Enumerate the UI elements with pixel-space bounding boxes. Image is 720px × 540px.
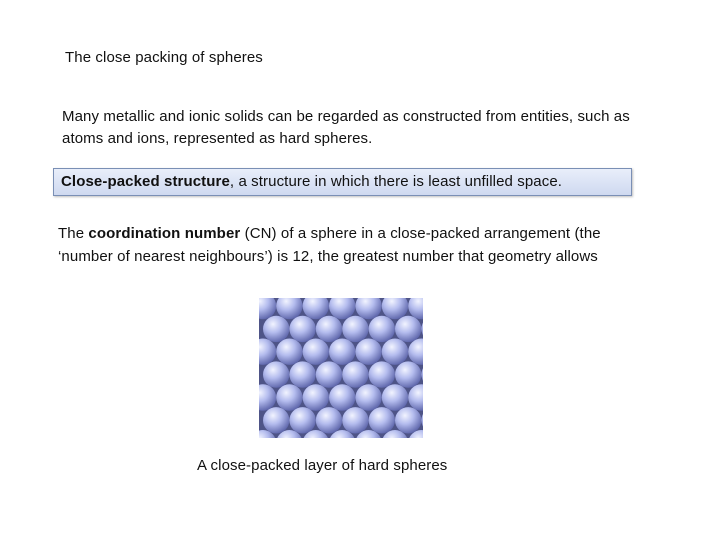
intro-paragraph: Many metallic and ionic solids can be regarded as constructed from entities, such as atoms and ions, represented as hard spheres. xyxy=(62,108,630,147)
sphere xyxy=(395,361,421,387)
sphere xyxy=(259,339,276,365)
sphere xyxy=(316,407,342,433)
sphere xyxy=(369,316,395,342)
close-packed-layer-figure xyxy=(259,298,423,438)
figure-caption: A close-packed layer of hard spheres xyxy=(197,457,448,474)
sphere xyxy=(408,339,423,365)
sphere xyxy=(303,298,329,319)
sphere xyxy=(289,316,315,342)
sphere xyxy=(355,298,381,319)
slide-title: The close packing of spheres xyxy=(65,49,263,66)
sphere xyxy=(316,361,342,387)
coordination-term: coordination number xyxy=(88,225,241,242)
sphere xyxy=(355,339,381,365)
sphere xyxy=(355,384,381,410)
coordination-text: (CN) of a sphere in a close-packed arrangement (the ‘number of nearest neighbours’) is 12, the greatest number that geometry allows xyxy=(58,225,601,265)
sphere xyxy=(263,361,289,387)
sphere xyxy=(289,407,315,433)
coordination-prefix: The xyxy=(58,225,89,242)
sphere xyxy=(382,384,408,410)
sphere xyxy=(421,407,423,433)
sphere xyxy=(382,339,408,365)
coordination-paragraph xyxy=(58,223,638,268)
sphere xyxy=(342,361,368,387)
sphere xyxy=(329,384,355,410)
definition-term: Close-packed structure xyxy=(61,173,230,190)
spheres-illustration xyxy=(259,298,423,438)
sphere xyxy=(369,407,395,433)
sphere xyxy=(303,384,329,410)
sphere xyxy=(259,384,276,410)
sphere xyxy=(276,339,302,365)
sphere xyxy=(395,407,421,433)
sphere xyxy=(369,361,395,387)
sphere xyxy=(263,316,289,342)
sphere xyxy=(329,298,355,319)
sphere xyxy=(329,339,355,365)
sphere xyxy=(289,361,315,387)
sphere xyxy=(263,407,289,433)
sphere xyxy=(382,298,408,319)
sphere xyxy=(395,316,421,342)
sphere xyxy=(276,298,302,319)
sphere xyxy=(342,316,368,342)
sphere xyxy=(421,316,423,342)
sphere xyxy=(276,384,302,410)
sphere xyxy=(421,361,423,387)
sphere xyxy=(342,407,368,433)
sphere xyxy=(303,339,329,365)
definition-box xyxy=(53,168,632,196)
sphere xyxy=(408,384,423,410)
definition-text: , a structure in which there is least unfilled space. xyxy=(229,173,563,190)
sphere xyxy=(316,316,342,342)
